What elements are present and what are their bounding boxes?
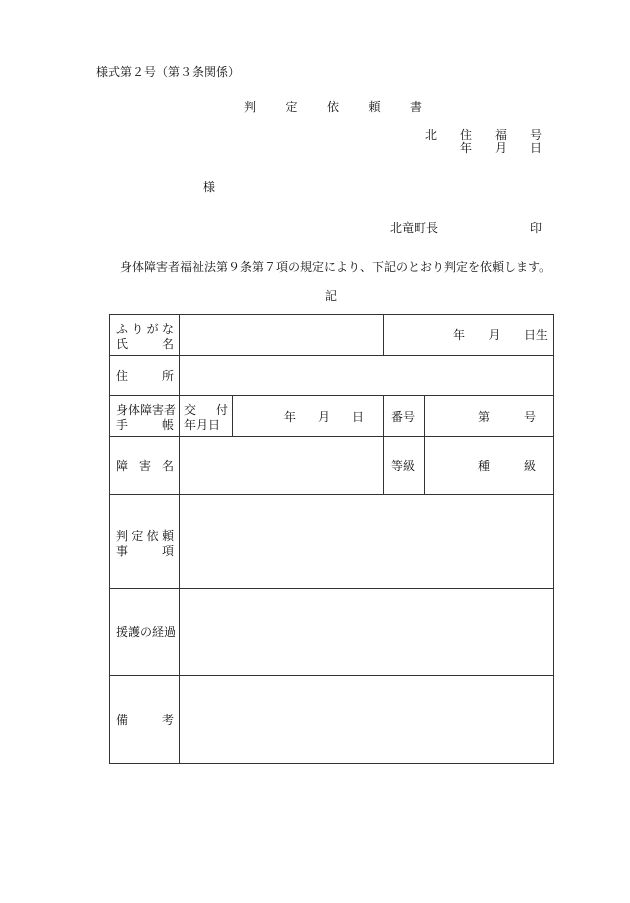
- table-border-left: [109, 314, 110, 763]
- handbook-label-line1: 身体障害者: [116, 403, 177, 417]
- ki-heading: 記: [325, 289, 338, 303]
- table-border-bottom: [109, 763, 554, 764]
- number-label: 番号: [391, 410, 416, 424]
- table-border-right: [553, 314, 554, 763]
- sender-name: 北竜町長: [390, 221, 439, 235]
- seal-mark: 印: [530, 221, 543, 235]
- table-line: [109, 395, 553, 396]
- table-line: [383, 314, 384, 355]
- handbook-label-line2: 手 帳: [116, 418, 174, 432]
- table-line: [109, 436, 553, 437]
- table-border-top: [109, 314, 553, 315]
- issued-label-line1: 交 付: [184, 403, 228, 417]
- issued-label-line2: 年月日: [184, 418, 221, 432]
- table-line: [424, 395, 425, 494]
- table-line: [232, 395, 233, 436]
- table-line: [179, 314, 180, 763]
- issued-date: 年 月 日: [284, 410, 364, 424]
- table-line: [109, 494, 553, 495]
- disability-label: 障 害 名: [116, 459, 174, 473]
- support-history-label: 援護の経過: [116, 625, 177, 639]
- request-items-label-line1: 判 定 依 頼: [116, 529, 174, 543]
- request-text: 身体障害者福祉法第９条第７項の規定により、下記のとおり判定を依頼します。: [120, 260, 552, 274]
- request-items-label-line2: 事 項: [116, 544, 174, 558]
- number-value: 第 号: [478, 410, 536, 424]
- document-title: 判 定 依 頼 書: [244, 100, 422, 114]
- table-line: [109, 588, 553, 589]
- name-label: 氏 名: [116, 337, 174, 351]
- birth-date: 年 月 日生: [453, 328, 548, 342]
- addressee-suffix: 様: [203, 180, 216, 194]
- issue-date: 年 月 日: [460, 141, 542, 155]
- grade-label: 等級: [391, 459, 416, 473]
- form-number: 様式第２号（第３条関係）: [96, 65, 241, 79]
- remarks-label: 備 考: [116, 713, 174, 727]
- table-line: [109, 355, 553, 356]
- table-line: [383, 395, 384, 494]
- reference-number: 北 住 福 号: [425, 128, 542, 142]
- address-label: 住 所: [116, 369, 174, 383]
- grade-value: 種 級: [478, 459, 536, 473]
- furigana-label: ふ り が な: [116, 322, 174, 336]
- table-line: [109, 675, 553, 676]
